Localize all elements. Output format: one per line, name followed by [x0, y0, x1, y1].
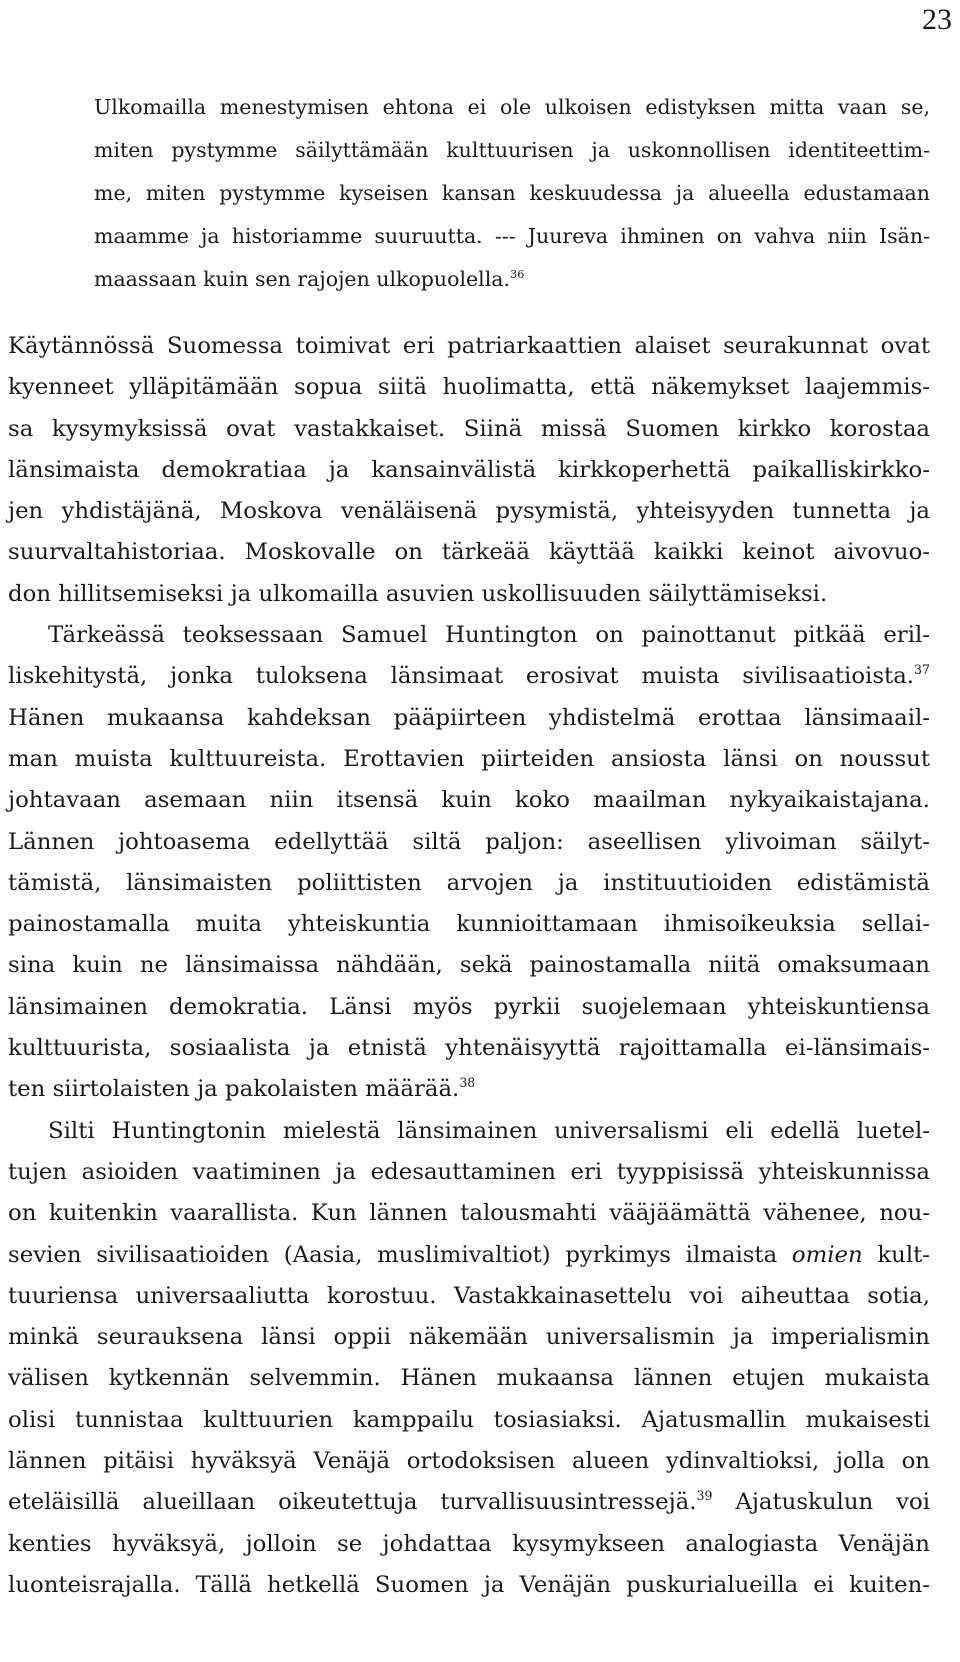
body-line: Lännen johtoasema edellyttää siltä paljon: aseellisen ylivoiman säilyt-: [8, 828, 930, 855]
body-line: johtavaan asemaan niin itsensä kuin koko maailman nykyaikaistajana.: [8, 787, 930, 814]
body-line-text: Ajatuskulun voi: [712, 1489, 930, 1516]
body-line: tämistä, länsimaisten poliittisten arvojen ja instituutioiden edistämistä: [8, 869, 930, 896]
body-line: painostamalla muita yhteiskuntia kunnioittamaan ihmisoikeuksia sellai-: [8, 911, 930, 938]
body-line: länsimainen demokratia. Länsi myös pyrkii suojelemaan yhteiskuntiensa: [8, 993, 930, 1020]
quote-line: Ulkomailla menestymisen ehtona ei ole ulkoisen edistyksen mitta vaan se,: [94, 95, 930, 119]
emphasized-word: omien: [791, 1241, 863, 1268]
body-line: sina kuin ne länsimaissa nähdään, sekä painostamalla niitä omaksumaan: [8, 952, 930, 979]
body-line-text: liskehitystä, jonka tuloksena länsimaat erosivat muista sivilisaatioista.: [8, 663, 915, 690]
body-line: olisi tunnistaa kulttuurien kamppailu tosiasiaksi. Ajatusmallin mukaisesti: [8, 1406, 930, 1433]
body-line: [8, 1482, 930, 1523]
body-line-text: kult-: [862, 1241, 930, 1268]
footnote-ref-38: 38: [459, 1075, 476, 1091]
body-line: Käytännössä Suomessa toimivat eri patriarkaattien alaiset seurakunnat ovat: [8, 333, 930, 359]
block-quote: [94, 86, 930, 301]
body-line: [8, 656, 930, 697]
body-line: tujen asioiden vaatiminen ja edesauttaminen eri tyyppisissä yhteiskunnissa: [8, 1158, 930, 1185]
quote-line-text: maassaan kuin sen rajojen ulkopuolella.: [94, 267, 511, 291]
body-line: suurvaltahistoriaa. Moskovalle on tärkeää käyttää kaikki keinot aivovuo-: [8, 539, 930, 566]
body-line: Tärkeässä teoksessaan Samuel Huntington on painottanut pitkää eril-: [48, 622, 930, 649]
body-text: [8, 326, 930, 1606]
body-line: man muista kulttuureista. Erottavien piirteiden ansiosta länsi on noussut: [8, 745, 930, 772]
quote-paragraph: [94, 86, 930, 301]
body-line: länsimaista demokratiaa ja kansainvälistä kirkkoperhettä paikalliskirkko-: [8, 456, 930, 483]
quote-line: maamme ja historiamme suuruutta. --- Juureva ihminen on vahva niin Isän-: [94, 224, 930, 248]
quote-line: me, miten pystymme kyseisen kansan keskuudessa ja alueella edustamaan: [94, 181, 930, 205]
body-line-text: ten siirtolaisten ja pakolaisten määrää.: [8, 1076, 460, 1103]
footnote-ref-36: 36: [510, 268, 525, 282]
paragraph-3: [8, 1111, 930, 1607]
body-line: Hänen mukaansa kahdeksan pääpiirteen yhdistelmä erottaa länsimaail-: [8, 704, 930, 731]
footnote-ref-37: 37: [914, 662, 930, 678]
quote-line: miten pystymme säilyttämään kulttuurisen ja uskonnollisen identiteettim-: [94, 138, 930, 162]
body-line: kulttuurista, sosiaalista ja etnistä yhtenäisyyttä rajoittamalla ei-länsimais-: [8, 1035, 930, 1062]
body-line: [8, 1069, 930, 1110]
paragraph-1: [8, 326, 930, 615]
body-line: Silti Huntingtonin mielestä länsimainen universalismi eli edellä luetel-: [48, 1117, 930, 1144]
body-line: minkä seurauksena länsi oppii näkemään universalismin ja imperialismin: [8, 1324, 930, 1351]
body-line-text: sevien sivilisaatioiden (Aasia, muslimivaltiot) pyrkimys ilmaista: [8, 1241, 792, 1268]
body-line: tuuriensa universaaliutta korostuu. Vastakkainasettelu voi aiheuttaa sotia,: [8, 1282, 930, 1309]
body-line: [8, 1235, 930, 1276]
body-line: välisen kytkennän selvemmin. Hänen mukaansa lännen etujen mukaista: [8, 1365, 930, 1392]
page-number: 23: [922, 3, 952, 36]
body-line: luonteisrajalla. Tällä hetkellä Suomen ja Venäjän puskurialueilla ei kuiten-: [8, 1571, 930, 1598]
body-line: kyenneet ylläpitämään sopua siitä huolimatta, että näkemykset laajemmis-: [8, 374, 930, 401]
quote-line: [94, 258, 930, 301]
body-line: kenties hyväksyä, jolloin se johdattaa kysymykseen analogiasta Venäjän: [8, 1530, 930, 1557]
paragraph-2: [8, 615, 930, 1111]
body-line: sa kysymyksissä ovat vastakkaiset. Siinä missä Suomen kirkko korostaa: [8, 415, 930, 442]
body-line-text: eteläisillä alueillaan oikeutettuja turvallisuusintressejä.: [8, 1489, 697, 1516]
body-line: don hillitsemiseksi ja ulkomailla asuvien uskollisuuden säilyttämiseksi.: [8, 580, 828, 607]
footnote-ref-39: 39: [696, 1488, 713, 1504]
body-line: lännen pitäisi hyväksyä Venäjä ortodoksisen alueen ydinvaltioksi, jolla on: [8, 1448, 930, 1475]
body-line: on kuitenkin vaarallista. Kun lännen talousmahti vääjäämättä vähenee, nou-: [8, 1200, 930, 1227]
body-line: jen yhdistäjänä, Moskova venäläisenä pysymistä, yhteisyyden tunnetta ja: [8, 498, 930, 525]
